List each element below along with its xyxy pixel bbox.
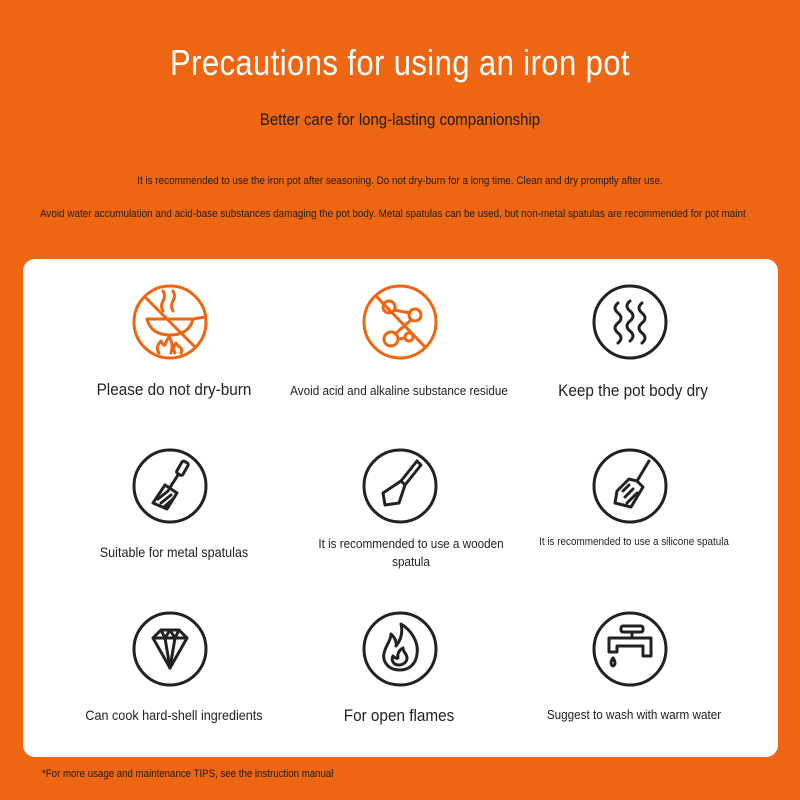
item-label-metal-spatula: Suitable for metal spatulas — [99, 544, 249, 560]
item-label-diamond: Can cook hard-shell ingredients — [85, 707, 263, 723]
precautions-card — [23, 259, 778, 757]
item-label-no-acid-alkali: Avoid acid and alkaline substance residue — [290, 383, 508, 398]
page-title: Precautions for using an iron pot — [170, 42, 630, 83]
usage-note-1: It is recommended to use the iron pot after seasoning. Do not dry-burn for a long time. Clean and dry promptly after use. — [137, 175, 663, 187]
item-label-no-dry-burn: Please do not dry-burn — [96, 380, 252, 399]
no-acid-alkali-icon — [361, 283, 439, 361]
footnote: *For more usage and maintenance TIPS, see the instruction manual — [42, 768, 334, 780]
diamond-icon — [131, 610, 209, 688]
item-label-faucet: Suggest to wash with warm water — [546, 707, 722, 722]
usage-note-2: Avoid water accumulation and acid-base substances damaging the pot body. Metal spatulas can be used, but non-metal spatulas are recommended for pot maint — [40, 208, 746, 220]
page-subtitle: Better care for long-lasting companionship — [259, 110, 541, 129]
silicone-spatula-icon — [591, 447, 669, 525]
item-label-silicone-spatula: It is recommended to use a silicone spatula — [539, 536, 729, 548]
steam-icon — [591, 283, 669, 361]
wooden-spatula-icon — [361, 447, 439, 525]
item-label-steam: Keep the pot body dry — [558, 381, 708, 400]
usage-note-2-container — [0, 200, 800, 230]
item-label-flame: For open flames — [343, 706, 455, 725]
faucet-icon — [591, 610, 669, 688]
flame-icon — [361, 610, 439, 688]
item-label-wooden-spatula: It is recommended to use a wooden spatula — [318, 536, 504, 569]
no-dry-burn-icon — [131, 283, 209, 361]
metal-spatula-icon — [131, 447, 209, 525]
